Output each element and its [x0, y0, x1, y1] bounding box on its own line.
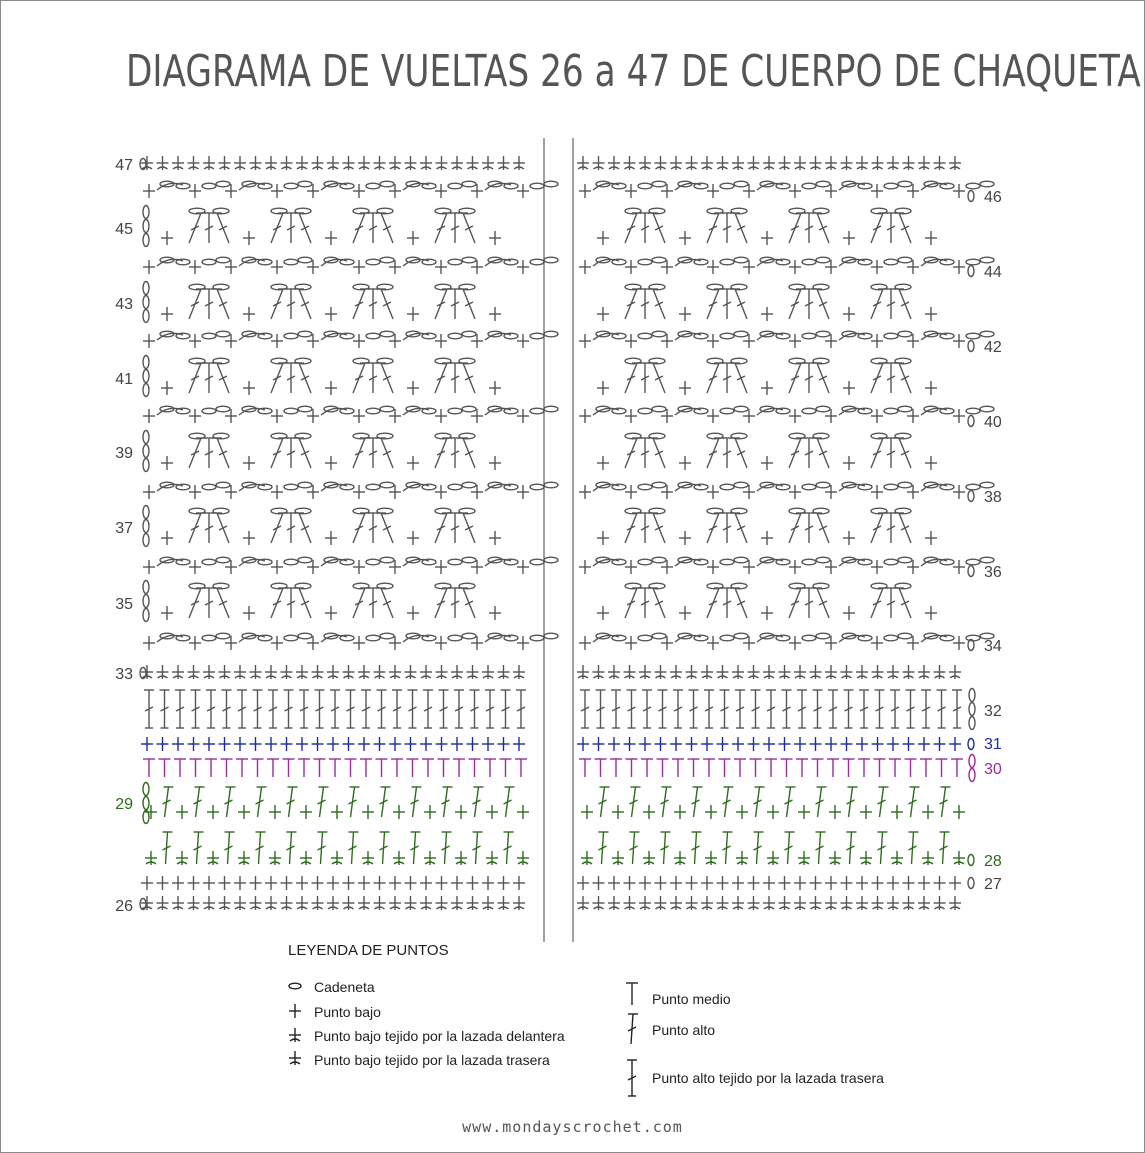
row-label-left-33: 33: [115, 666, 133, 683]
row-32-left-panel: [144, 690, 526, 728]
row-47-right-panel: [577, 156, 961, 170]
row-33-right-panel: [577, 665, 961, 679]
row-35-left-panel: [161, 583, 501, 620]
row-30-left-panel: [143, 759, 527, 777]
row-34-left-panel: [143, 633, 558, 650]
row-29-right-panel: [581, 787, 965, 819]
row-47-left-panel: [141, 156, 525, 170]
row-35-right-panel: [597, 583, 937, 620]
row-44-right-panel: [579, 257, 994, 274]
row-39-left-panel: [161, 433, 501, 470]
legend-label-single-crochet: Punto bajo: [314, 1004, 381, 1020]
legend-label-chain: Cadeneta: [314, 979, 375, 995]
row-label-left-35: 35: [115, 596, 133, 613]
row-label-right-40: 40: [984, 414, 1002, 431]
row-label-left-43: 43: [115, 296, 133, 313]
row-34-right-panel: [579, 633, 994, 650]
row-label-left-45: 45: [115, 221, 133, 238]
row-32-right-panel: [580, 690, 962, 728]
row-45-left-panel: [161, 208, 501, 245]
row-label-right-31: 31: [984, 736, 1002, 753]
website-url: www.mondayscrochet.com: [462, 1118, 683, 1136]
row-27-right-panel: [577, 876, 961, 890]
row-45-right-panel: [597, 208, 937, 245]
legend-label-double: Punto alto: [652, 1022, 716, 1038]
legend-label-sc-front-loop: Punto bajo tejido por la lazada delantera: [314, 1028, 565, 1044]
diagram-title: DIAGRAMA DE VUELTAS 26 a 47 DE CUERPO DE CHAQUETA: [125, 46, 1141, 97]
row-37-left-panel: [161, 508, 501, 545]
row-40-left-panel: [143, 406, 558, 423]
row-46-right-panel: [579, 181, 994, 198]
row-30-right-panel: [579, 759, 963, 777]
row-26-right-panel: [577, 896, 961, 910]
row-36-left-panel: [143, 557, 558, 574]
row-label-right-28: 28: [984, 853, 1002, 870]
row-46-left-panel: [143, 181, 558, 198]
row-label-right-44: 44: [984, 264, 1002, 281]
row-33-left-panel: [141, 665, 525, 679]
row-label-left-29: 29: [115, 796, 133, 813]
row-26-left-panel: [141, 896, 525, 910]
row-38-right-panel: [579, 482, 994, 499]
row-28-right-panel: [581, 832, 965, 865]
row-label-right-46: 46: [984, 189, 1002, 206]
row-label-right-27: 27: [984, 876, 1002, 893]
row-44-left-panel: [143, 257, 558, 274]
row-39-right-panel: [597, 433, 937, 470]
row-42-left-panel: [143, 331, 558, 348]
row-40-right-panel: [579, 406, 994, 423]
row-label-right-42: 42: [984, 339, 1002, 356]
row-31-left-panel: [141, 737, 525, 751]
legend-label-double-back-loop: Punto alto tejido por la lazada trasera: [652, 1070, 884, 1086]
edge-turning-chains: [140, 159, 975, 910]
row-label-left-26: 26: [115, 898, 133, 915]
row-29-left-panel: [145, 787, 529, 819]
row-label-left-39: 39: [115, 445, 133, 462]
row-42-right-panel: [579, 331, 994, 348]
row-43-left-panel: [161, 284, 501, 321]
legend-label-sc-back-loop: Punto bajo tejido por la lazada trasera: [314, 1052, 550, 1068]
legend-label-half-double: Punto medio: [652, 991, 731, 1007]
legend-title: LEYENDA DE PUNTOS: [288, 942, 449, 959]
row-28-left-panel: [145, 832, 529, 865]
row-label-right-36: 36: [984, 564, 1002, 581]
row-43-right-panel: [597, 284, 937, 321]
row-label-right-30: 30: [984, 761, 1002, 778]
row-37-right-panel: [597, 508, 937, 545]
row-41-right-panel: [597, 358, 937, 395]
row-label-right-34: 34: [984, 638, 1002, 655]
row-41-left-panel: [161, 358, 501, 395]
row-label-right-32: 32: [984, 703, 1002, 720]
row-36-right-panel: [579, 557, 994, 574]
row-38-left-panel: [143, 482, 558, 499]
row-label-left-41: 41: [115, 371, 133, 388]
row-31-right-panel: [577, 737, 961, 751]
row-label-left-47: 47: [115, 157, 133, 174]
row-label-right-38: 38: [984, 489, 1002, 506]
row-label-left-37: 37: [115, 520, 133, 537]
row-27-left-panel: [141, 876, 525, 890]
